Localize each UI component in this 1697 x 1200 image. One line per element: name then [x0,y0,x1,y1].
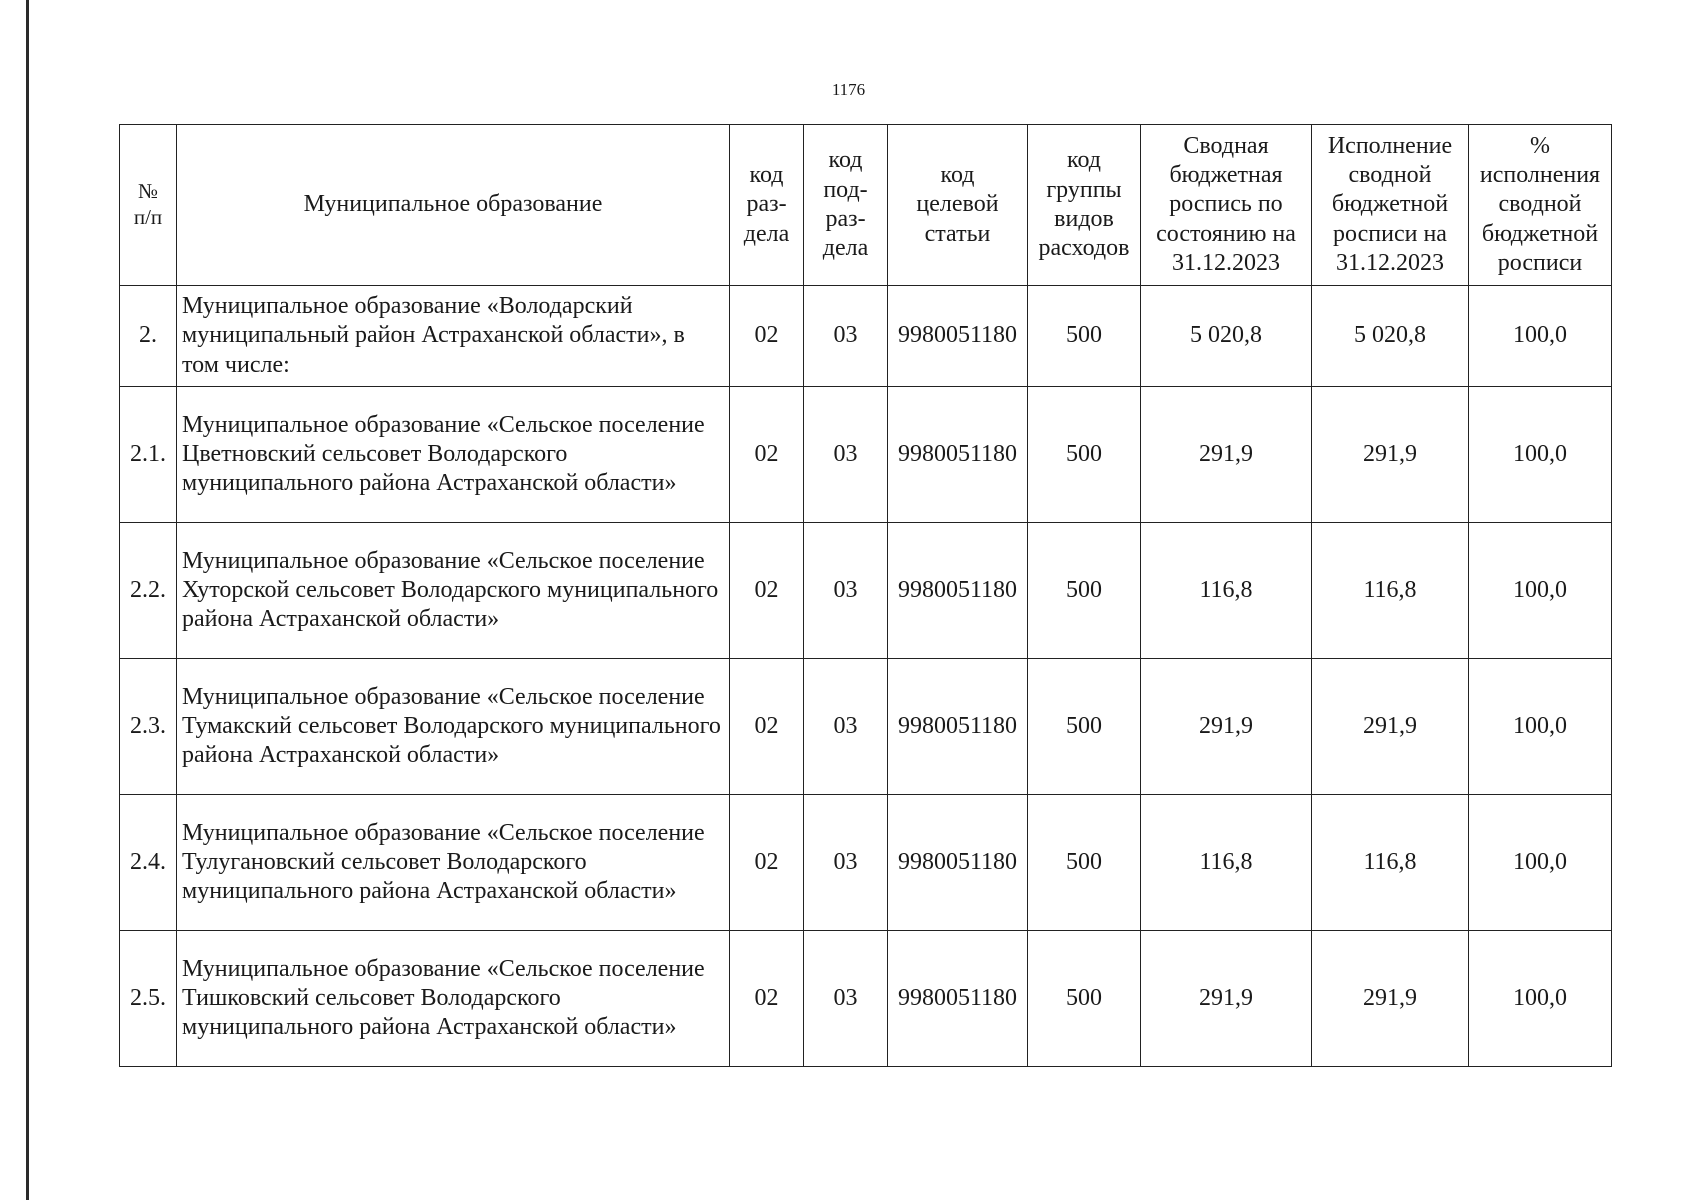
header-execution: Исполнение сводной бюджетной росписи на 31.12.2023 [1312,125,1469,286]
header-expense-group-code: код группы видов расходов [1028,125,1141,286]
cell-percent: 100,0 [1469,387,1612,523]
cell-budget: 291,9 [1141,387,1312,523]
cell-section: 02 [730,286,804,387]
page-number: 1176 [831,80,866,99]
cell-section: 02 [730,795,804,931]
table-row [120,931,1612,1067]
cell-expense-group: 500 [1028,659,1141,795]
table-row [120,286,1612,387]
cell-subsection: 03 [804,795,888,931]
cell-subsection: 03 [804,523,888,659]
cell-section: 02 [730,387,804,523]
cell-expense-group: 500 [1028,387,1141,523]
cell-target: 9980051180 [888,795,1028,931]
cell-execution: 291,9 [1312,931,1469,1067]
cell-num: 2. [120,286,177,387]
cell-execution: 5 020,8 [1312,286,1469,387]
cell-section: 02 [730,931,804,1067]
budget-execution-table [119,124,1612,1067]
table-header-row [120,125,1612,286]
header-municipality: Муниципальное образование [177,125,730,286]
cell-target: 9980051180 [888,387,1028,523]
scan-edge-line [26,0,29,1200]
cell-name: Муниципальное образование «Сельское поселение Тишковский сельсовет Володарского муниципального района Астраханской области» [177,931,730,1067]
cell-section: 02 [730,659,804,795]
table-row [120,795,1612,931]
cell-budget: 116,8 [1141,523,1312,659]
cell-section: 02 [730,523,804,659]
cell-num: 2.1. [120,387,177,523]
header-budget: Сводная бюджетная роспись по состоянию на 31.12.2023 [1141,125,1312,286]
cell-budget: 291,9 [1141,659,1312,795]
cell-execution: 116,8 [1312,523,1469,659]
cell-budget: 5 020,8 [1141,286,1312,387]
cell-execution: 116,8 [1312,795,1469,931]
table-row [120,659,1612,795]
cell-expense-group: 500 [1028,523,1141,659]
cell-num: 2.4. [120,795,177,931]
cell-percent: 100,0 [1469,286,1612,387]
cell-num: 2.5. [120,931,177,1067]
cell-target: 9980051180 [888,286,1028,387]
cell-name: Муниципальное образование «Сельское поселение Тулугановский сельсовет Володарского муниципального района Астраханской области» [177,795,730,931]
cell-budget: 291,9 [1141,931,1312,1067]
cell-num: 2.3. [120,659,177,795]
cell-percent: 100,0 [1469,931,1612,1067]
cell-subsection: 03 [804,931,888,1067]
cell-execution: 291,9 [1312,659,1469,795]
cell-subsection: 03 [804,286,888,387]
cell-percent: 100,0 [1469,795,1612,931]
header-section-code: код раз- дела [730,125,804,286]
cell-target: 9980051180 [888,659,1028,795]
cell-target: 9980051180 [888,931,1028,1067]
header-num: № п/п [120,125,177,286]
cell-execution: 291,9 [1312,387,1469,523]
cell-subsection: 03 [804,659,888,795]
header-target-code: код целевой статьи [888,125,1028,286]
header-percent: % исполнения сводной бюджетной росписи [1469,125,1612,286]
cell-name: Муниципальное образование «Володарский муниципальный район Астраханской области», в том числе: [177,286,730,387]
cell-name: Муниципальное образование «Сельское поселение Цветновский сельсовет Володарского муниципального района Астраханской области» [177,387,730,523]
cell-expense-group: 500 [1028,795,1141,931]
cell-subsection: 03 [804,387,888,523]
cell-budget: 116,8 [1141,795,1312,931]
cell-num: 2.2. [120,523,177,659]
cell-percent: 100,0 [1469,659,1612,795]
cell-name: Муниципальное образование «Сельское поселение Тумакский сельсовет Володарского муниципального района Астраханской области» [177,659,730,795]
cell-expense-group: 500 [1028,286,1141,387]
header-subsection-code: код под- раз- дела [804,125,888,286]
cell-expense-group: 500 [1028,931,1141,1067]
cell-percent: 100,0 [1469,523,1612,659]
cell-name: Муниципальное образование «Сельское поселение Хуторской сельсовет Володарского муниципального района Астраханской области» [177,523,730,659]
cell-target: 9980051180 [888,523,1028,659]
table-row [120,523,1612,659]
table-row [120,387,1612,523]
